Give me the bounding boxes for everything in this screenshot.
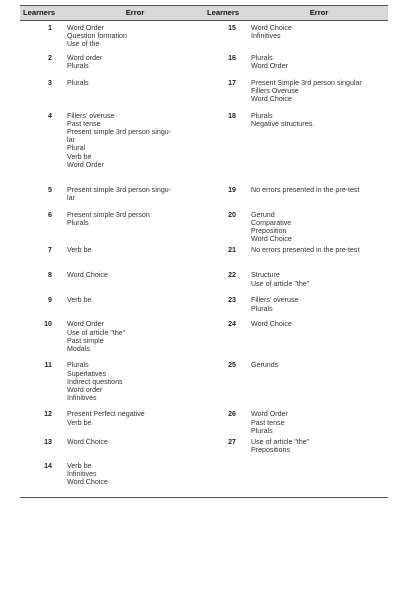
error-item: Past simple: [67, 336, 104, 345]
table-row: [20, 459, 388, 497]
learner-number-left: 3: [48, 78, 52, 87]
error-item: Plurals: [251, 304, 273, 313]
error-item: Question formation: [67, 32, 127, 41]
error-list-left: [66, 109, 204, 183]
table-header: [20, 6, 388, 21]
learner-number-left: 7: [48, 246, 52, 255]
error-item: Negative structures.: [251, 119, 315, 128]
error-item: Gerunds: [251, 361, 279, 370]
error-item: Word Order: [67, 160, 104, 169]
error-item: Word Choice: [251, 235, 292, 244]
learner-number-right: 23: [228, 296, 236, 305]
error-item: Word Choice: [251, 24, 292, 32]
error-item: Verb be: [67, 152, 92, 161]
learner-number-right: [204, 459, 250, 497]
error-item: Present Simple 3rd person singular: [251, 78, 362, 87]
table-row: [20, 51, 388, 76]
table-row: [20, 293, 388, 317]
error-item: Superlatives: [67, 369, 107, 378]
error-list-right: [250, 358, 388, 407]
error-item: Fillers' overuse: [251, 296, 299, 305]
error-list-right: [250, 459, 388, 497]
error-item: Indirect questions: [67, 377, 123, 386]
error-item: Word Order: [67, 320, 104, 329]
table-body: [20, 21, 388, 498]
error-list-left: [66, 21, 204, 51]
error-item: No errors presented in the pre-test: [251, 185, 360, 194]
error-item: Plural: [67, 144, 86, 153]
rule-cell: [204, 497, 250, 498]
learner-number-left: 8: [48, 271, 52, 280]
error-list-right: [250, 21, 388, 51]
error-item: Fillers' overuse: [67, 111, 115, 120]
error-item: Word Choice: [67, 437, 108, 446]
error-item: Infinitives: [67, 470, 97, 479]
error-list-left: [66, 183, 204, 208]
error-list-right: [250, 407, 388, 435]
error-item: Prepositions: [251, 446, 291, 455]
error-item: lar: [67, 136, 75, 145]
error-list-left: [66, 76, 204, 109]
learner-number-right: 24: [228, 320, 236, 329]
error-item: Past tense: [251, 418, 285, 427]
error-item: Word Choice: [67, 478, 108, 487]
error-item: Plurals: [251, 111, 273, 120]
error-item: Word Order: [251, 410, 288, 419]
error-item: Use of article "the": [67, 328, 126, 337]
learner-number-right: 27: [228, 437, 236, 446]
error-list-left: [66, 51, 204, 76]
learner-number-left: 4: [48, 111, 52, 120]
table-row: [20, 243, 388, 268]
error-item: Present simple 3rd person singu-: [67, 185, 172, 194]
error-item: Fillers Overuse: [251, 86, 299, 95]
rule-cell: [66, 497, 204, 498]
learner-number-left: 9: [48, 296, 52, 305]
error-item: Preposition: [251, 226, 287, 235]
header-learners-right: Learners: [207, 8, 240, 17]
error-item: Word Order: [67, 24, 104, 32]
learner-errors-table: [20, 5, 388, 498]
error-list-right: [250, 243, 388, 268]
learner-number-right: 18: [228, 111, 236, 120]
error-list-left: [66, 317, 204, 358]
rule-cell: [20, 497, 66, 498]
error-item: Word Choice: [251, 94, 292, 103]
error-list-left: [66, 293, 204, 317]
error-item: Word order: [67, 53, 103, 62]
table-row: [20, 407, 388, 435]
learner-number-right: 19: [228, 185, 236, 194]
error-item: Word Order: [251, 61, 288, 70]
table-bottom-rule: [20, 497, 388, 498]
error-list-left: [66, 358, 204, 407]
rule-cell: [250, 497, 388, 498]
error-item: Word Choice: [67, 271, 108, 280]
learner-number-left: 12: [44, 410, 52, 419]
table-row: [20, 109, 388, 183]
error-item: Modals: [67, 344, 90, 353]
error-item: Present simple 3rd person: [67, 210, 150, 219]
error-list-left: [66, 243, 204, 268]
learner-number-left: 6: [48, 210, 52, 219]
error-list-right: [250, 76, 388, 109]
error-item: Comparative: [251, 218, 292, 227]
error-item: Use of article "the": [251, 279, 310, 288]
error-item: Plurals: [67, 361, 89, 370]
table-row: [20, 268, 388, 293]
error-item: Verb be: [67, 418, 92, 427]
error-item: Use of the: [67, 40, 100, 49]
table-row: [20, 76, 388, 109]
learner-number-right: 22: [228, 271, 236, 280]
error-list-left: [66, 459, 204, 497]
error-list-right: [250, 293, 388, 317]
error-list-left: [66, 435, 204, 459]
error-item: Verb be: [67, 246, 92, 255]
error-item: Verb be: [67, 461, 92, 470]
learner-number-left: 13: [44, 437, 52, 446]
error-list-right: [250, 109, 388, 183]
error-item: Present Perfect negative: [67, 410, 145, 419]
error-list-right: [250, 208, 388, 244]
error-item: Past tense: [67, 119, 101, 128]
learner-number-right: 15: [228, 24, 236, 32]
error-list-right: [250, 51, 388, 76]
table-row: [20, 358, 388, 407]
learner-number-left: 10: [44, 320, 52, 329]
table-row: [20, 208, 388, 244]
table-row: [20, 21, 388, 51]
header-learners-left: Learners: [23, 8, 56, 17]
error-item: Verb be: [67, 296, 92, 305]
error-list-right: [250, 435, 388, 459]
error-item: Infinitives: [67, 394, 97, 403]
learner-number-right: 21: [228, 246, 236, 255]
learner-number-right: 16: [228, 53, 236, 62]
learner-number-right: 25: [228, 361, 236, 370]
learner-number-right: 26: [228, 410, 236, 419]
error-item: Plurals: [251, 53, 273, 62]
error-item: Present simple 3rd person singu-: [67, 127, 172, 136]
table-row: [20, 435, 388, 459]
error-list-left: [66, 268, 204, 293]
error-item: No errors presented in the pre-test: [251, 246, 360, 255]
error-list-right: [250, 317, 388, 358]
learner-number-left: 1: [48, 24, 52, 32]
error-item: lar: [67, 193, 75, 202]
learner-number-right: 17: [228, 78, 236, 87]
error-item: Gerund: [251, 210, 275, 219]
header-error-right: Error: [309, 8, 329, 17]
error-item: Plurals: [67, 61, 89, 70]
error-item: Word order: [67, 385, 103, 394]
error-item: Structure: [251, 271, 280, 280]
table-row: [20, 183, 388, 208]
learner-number-left: 5: [48, 185, 52, 194]
header-error-left: Error: [125, 8, 145, 17]
error-item: Plurals: [251, 426, 273, 435]
page: [20, 5, 388, 498]
learner-number-left: 11: [44, 361, 52, 370]
learner-number-left: 14: [44, 461, 52, 470]
learner-number-right: 20: [228, 210, 236, 219]
learner-number-left: 2: [48, 53, 52, 62]
error-item: Use of article "the": [251, 437, 310, 446]
error-list-right: [250, 183, 388, 208]
error-item: Word Choice: [251, 320, 292, 329]
error-item: Infinitives: [251, 32, 281, 41]
header-row: [20, 6, 388, 21]
table-row: [20, 317, 388, 358]
error-list-left: [66, 208, 204, 244]
error-list-right: [250, 268, 388, 293]
error-item: Plurals: [67, 218, 89, 227]
error-list-left: [66, 407, 204, 435]
error-item: Plurals: [67, 78, 89, 87]
